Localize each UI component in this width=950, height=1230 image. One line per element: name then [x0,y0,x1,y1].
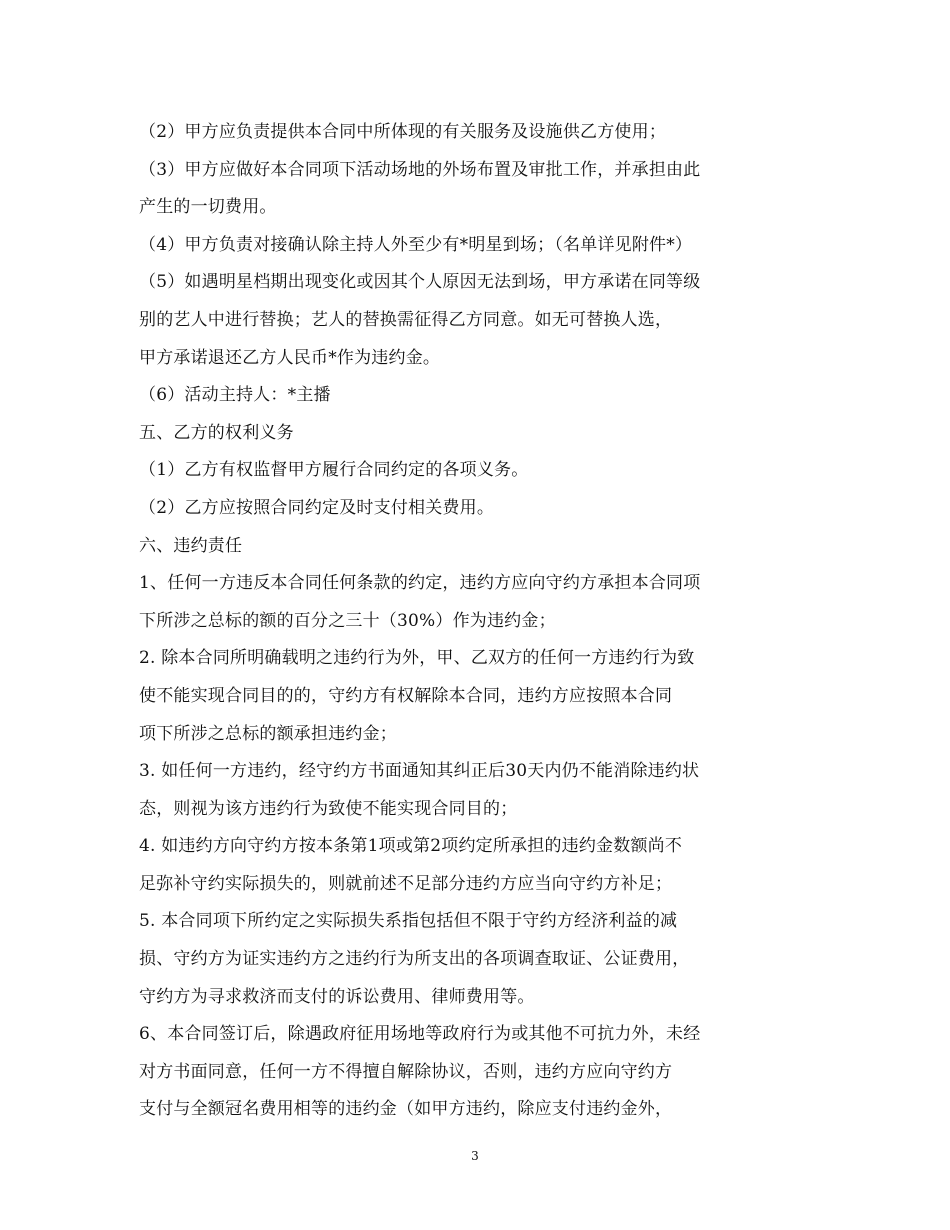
text-line: （5）如遇明星档期出现变化或因其个人原因无法到场，甲方承诺在同等级 [139,272,701,293]
text-line: （1）乙方有权监督甲方履行合同约定的各项义务。 [139,460,529,481]
text-line: 4. 如违约方向守约方按本条第1项或第2项约定所承担的违约金数额尚不 [139,836,683,857]
text-line: 对方书面同意，任何一方不得擅自解除协议，否则，违约方应向守约方 [139,1061,673,1082]
text-line: （2）乙方应按照合同约定及时支付相关费用。 [139,497,495,518]
text-line: （3）甲方应做好本合同项下活动场地的外场布置及审批工作，并承担由此 [139,159,701,180]
body-text [139,114,779,1129]
text-line: 2. 除本合同所明确载明之违约行为外，甲、乙双方的任何一方违约行为致 [139,648,695,669]
text-line: 别的艺人中进行替换；艺人的替换需征得乙方同意。如无可替换人选， [139,309,673,330]
text-line: 1、任何一方违反本合同任何条款的约定，违约方应向守约方承担本合同项 [139,573,701,594]
text-line: 5. 本合同项下所约定之实际损失系指包括但不限于守约方经济利益的减 [139,911,678,932]
text-line: 项下所涉之总标的额承担违约金； [139,723,397,744]
text-line: 损、守约方为证实违约方之违约行为所支出的各项调查取证、公证费用， [139,949,690,970]
section-heading: 六、违约责任 [139,535,243,556]
text-line: 足弥补守约实际损失的，则就前述不足部分违约方应当向守约方补足； [139,873,673,894]
text-line: 6、本合同签订后，除遇政府征用场地等政府行为或其他不可抗力外，未经 [139,1024,701,1045]
text-line: （2）甲方应负责提供本合同中所体现的有关服务及设施供乙方使用； [139,122,667,142]
page-number: 3 [471,1149,479,1163]
text-line: 甲方承诺退还乙方人民币*作为违约金。 [139,347,441,368]
text-line: 使不能实现合同目的的，守约方有权解除本合同，违约方应按照本合同 [139,685,673,706]
text-line: 态，则视为该方违约行为致使不能实现合同目的； [139,798,518,819]
text-line: 产生的一切费用。 [139,197,277,218]
text-line: （4）甲方负责对接确认除主持人外至少有*明星到场；（名单详见附件*） [139,234,693,255]
section-heading: 五、乙方的权利义务 [139,422,294,443]
text-line: 3. 如任何一方违约，经守约方书面通知其纠正后30天内仍不能消除违约状 [139,761,700,782]
text-line: 下所涉之总标的额的百分之三十（30%）作为违约金； [139,610,556,631]
text-line: （6）活动主持人：*主播 [139,385,331,406]
text-line: 守约方为寻求救济而支付的诉讼费用、律师费用等。 [139,986,535,1007]
text-line: 支付与全额冠名费用相等的违约金（如甲方违约，除应支付违约金外， [139,1099,673,1120]
